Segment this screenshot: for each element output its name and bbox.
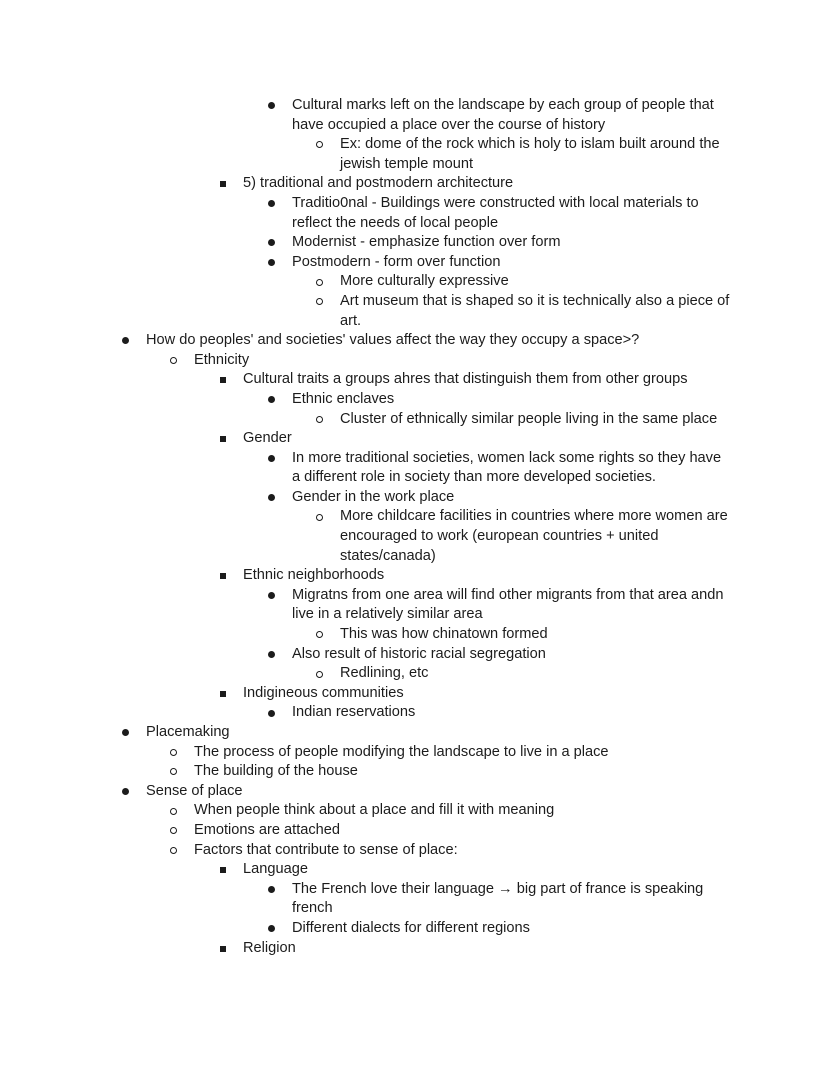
list-item bbox=[170, 743, 731, 763]
list-item-text: More culturally expressive bbox=[340, 273, 509, 290]
list-item-text: Sense of place bbox=[146, 782, 243, 799]
bullet-square-icon bbox=[219, 370, 243, 390]
list-item-text: Placemaking bbox=[146, 724, 230, 740]
bullet-circle-icon bbox=[316, 507, 340, 527]
bullet-disc-icon bbox=[122, 331, 146, 351]
list-item-text: Modernist - emphasize function over form bbox=[292, 234, 561, 251]
list-item-text: Cultural traits a groups ahres that distinguish them from other groups bbox=[243, 371, 688, 388]
list-item-text: More childcare facilities in countries where more women are encouraged to work (european countries + united states/canada) bbox=[340, 508, 732, 564]
list-item bbox=[268, 645, 731, 665]
bullet-disc-icon bbox=[268, 233, 292, 253]
bullet-disc-icon bbox=[268, 586, 292, 606]
bullet-square-icon bbox=[219, 684, 243, 704]
list-item-text: Ethnic enclaves bbox=[292, 390, 395, 407]
list-item bbox=[268, 390, 731, 410]
list-item-text: Redlining, etc bbox=[340, 665, 429, 682]
list-item-text: Emotions are attached bbox=[194, 821, 341, 838]
bullet-disc-icon bbox=[268, 919, 292, 939]
list-item-text: Cluster of ethnically similar people living in the same place bbox=[340, 410, 718, 427]
bullet-disc-icon bbox=[268, 880, 292, 900]
list-item-text: Also result of historic racial segregation bbox=[292, 645, 546, 662]
bullet-square-icon bbox=[219, 429, 243, 449]
list-item bbox=[268, 880, 731, 919]
bullet-disc-icon bbox=[122, 723, 146, 743]
list-item bbox=[122, 782, 731, 802]
list-item bbox=[268, 96, 731, 135]
list-item-text: Art museum that is shaped so it is technically also a piece of art. bbox=[340, 292, 734, 329]
bullet-circle-icon bbox=[316, 292, 340, 312]
list-item-text: The building of the house bbox=[194, 763, 358, 780]
bullet-square-icon bbox=[219, 860, 243, 880]
list-item-text: Ethnicity bbox=[194, 351, 250, 368]
list-item-text: Traditio0nal - Buildings were constructed with local materials to reflect the needs of local people bbox=[292, 194, 703, 231]
list-item-text: In more traditional societies, women lack some rights so they have a different role in society than more developed societies. bbox=[292, 449, 726, 486]
list-item-text: Gender in the work place bbox=[292, 488, 455, 505]
bullet-circle-icon bbox=[170, 762, 194, 782]
list-item-text: Ethnic neighborhoods bbox=[243, 567, 385, 584]
bullet-disc-icon bbox=[122, 782, 146, 802]
list-item bbox=[268, 488, 731, 508]
list-item-text: Language bbox=[243, 861, 308, 878]
list-item bbox=[268, 253, 731, 273]
bullet-disc-icon bbox=[268, 390, 292, 410]
list-item-text: Ex: dome of the rock which is holy to islam built around the jewish temple mount bbox=[340, 136, 724, 172]
list-item-text: The process of people modifying the landscape to live in a place bbox=[194, 743, 609, 760]
bullet-circle-icon bbox=[170, 821, 194, 841]
list-item-text: 5) traditional and postmodern architecture bbox=[243, 175, 514, 192]
list-item bbox=[268, 233, 731, 253]
list-item-text: Cultural marks left on the landscape by each group of people that have occupied a place over the course of history bbox=[292, 97, 718, 133]
bullet-disc-icon bbox=[268, 194, 292, 214]
bullet-circle-icon bbox=[316, 135, 340, 155]
bullet-disc-icon bbox=[268, 645, 292, 665]
list-item bbox=[316, 664, 731, 684]
list-item bbox=[268, 449, 731, 488]
list-item bbox=[219, 860, 731, 880]
list-item-text: The French love their language → big part of france is speaking french bbox=[292, 880, 708, 917]
list-item bbox=[316, 410, 731, 430]
list-item bbox=[219, 370, 731, 390]
list-item bbox=[122, 723, 731, 743]
bullet-circle-icon bbox=[316, 625, 340, 645]
bullet-circle-icon bbox=[170, 801, 194, 821]
list-item bbox=[170, 801, 731, 821]
bullet-square-icon bbox=[219, 174, 243, 194]
list-item bbox=[219, 174, 731, 194]
list-item bbox=[219, 429, 731, 449]
bullet-circle-icon bbox=[170, 743, 194, 763]
list-item-text: This was how chinatown formed bbox=[340, 626, 548, 643]
list-item bbox=[219, 566, 731, 586]
list-item-text: Indigineous communities bbox=[243, 684, 404, 701]
bullet-disc-icon bbox=[268, 449, 292, 469]
list-item-text: Factors that contribute to sense of place: bbox=[194, 841, 458, 858]
bullet-circle-icon bbox=[316, 664, 340, 684]
bullet-circle-icon bbox=[170, 351, 194, 371]
bullet-disc-icon bbox=[268, 253, 292, 273]
list-item bbox=[170, 762, 731, 782]
list-item bbox=[316, 625, 731, 645]
list-item-text: Migratns from one area will find other migrants from that area andn live in a relatively similar area bbox=[292, 586, 728, 623]
bullet-circle-icon bbox=[316, 410, 340, 430]
bullet-disc-icon bbox=[268, 488, 292, 508]
list-item bbox=[170, 821, 731, 841]
list-item bbox=[316, 135, 731, 174]
bullet-disc-icon bbox=[268, 703, 292, 723]
list-item bbox=[122, 331, 731, 351]
list-item-text: How do peoples' and societies' values affect the way they occupy a space>? bbox=[146, 332, 640, 349]
list-item bbox=[316, 292, 734, 331]
list-item bbox=[268, 586, 731, 625]
list-item bbox=[316, 272, 731, 292]
list-item bbox=[219, 939, 731, 959]
bullet-square-icon bbox=[219, 566, 243, 586]
bullet-circle-icon bbox=[170, 841, 194, 861]
list-item bbox=[268, 703, 731, 723]
list-item-text: When people think about a place and fill it with meaning bbox=[194, 802, 555, 819]
list-item bbox=[219, 684, 731, 704]
list-item-text: Religion bbox=[243, 939, 296, 956]
list-item bbox=[170, 841, 731, 861]
list-item bbox=[268, 194, 731, 233]
bullet-square-icon bbox=[219, 939, 243, 959]
bullet-disc-icon bbox=[268, 96, 292, 116]
list-item-text: Different dialects for different regions bbox=[292, 919, 530, 936]
list-item-text: Indian reservations bbox=[292, 704, 416, 721]
list-item bbox=[170, 351, 731, 371]
list-item bbox=[268, 919, 731, 939]
bullet-circle-icon bbox=[316, 272, 340, 292]
list-item bbox=[316, 507, 731, 566]
list-item-text: Gender bbox=[243, 430, 292, 447]
list-item-text: Postmodern - form over function bbox=[292, 253, 501, 270]
